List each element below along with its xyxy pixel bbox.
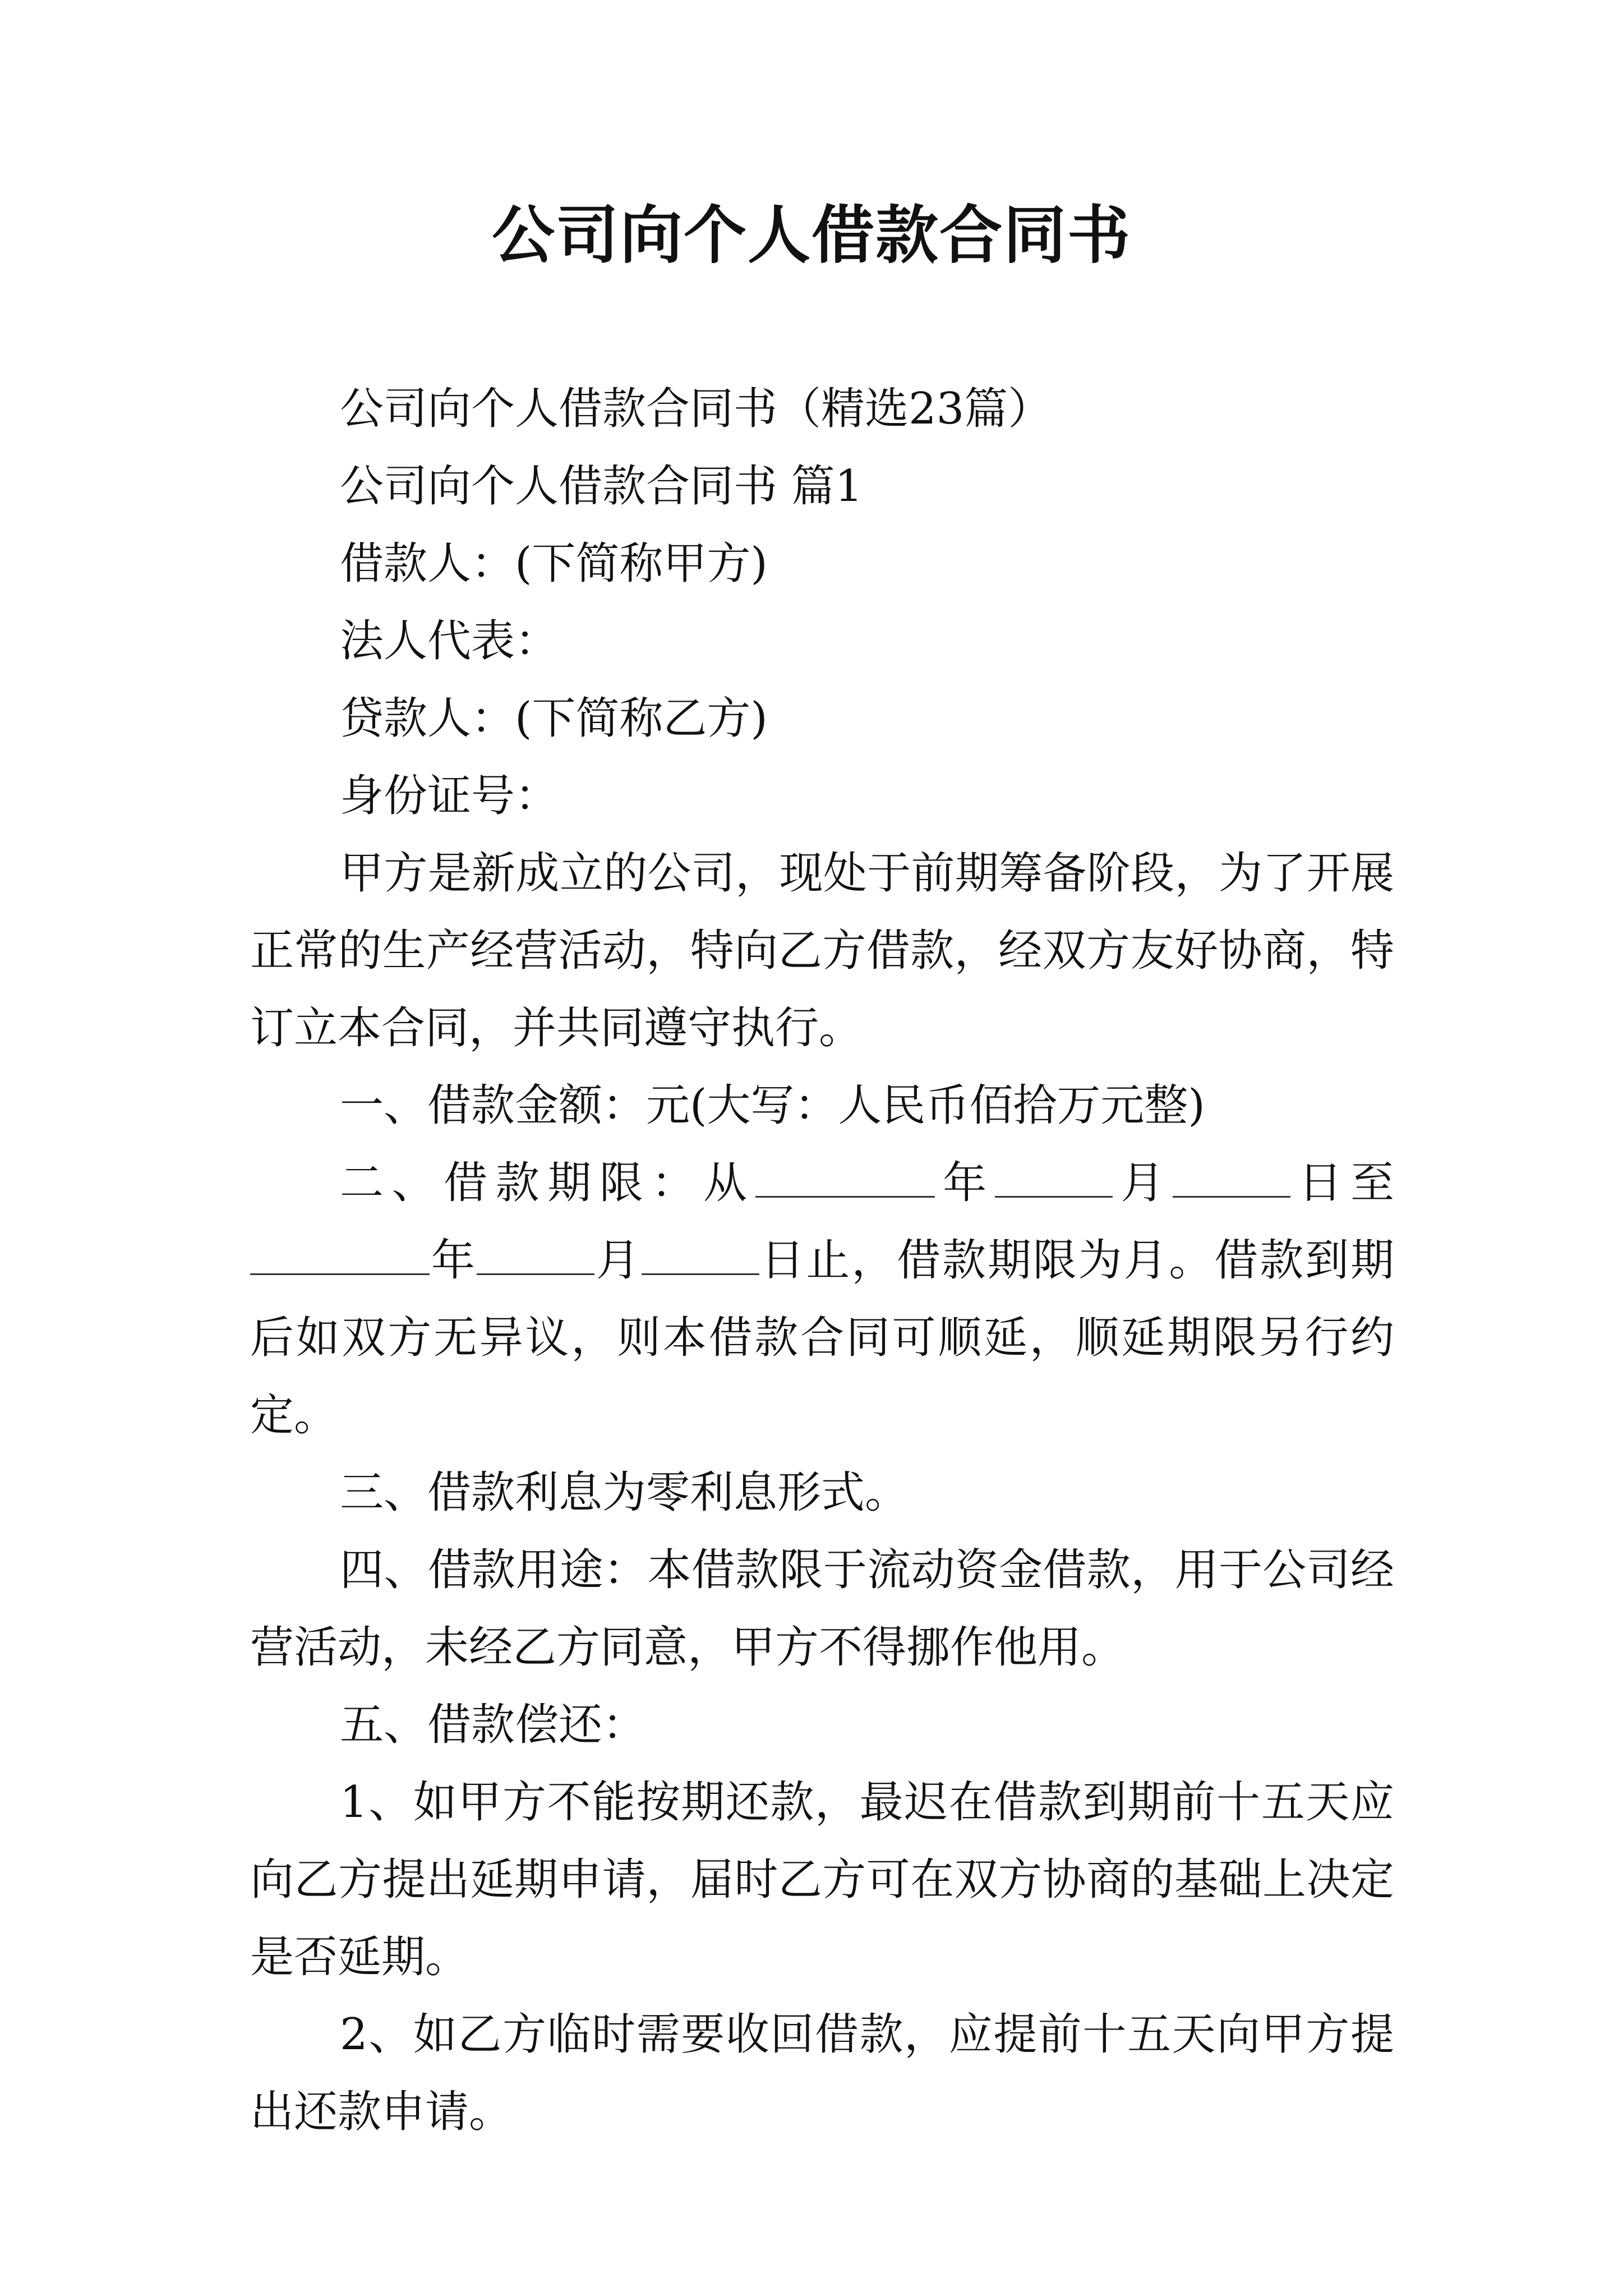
end-month-blank bbox=[477, 1234, 594, 1275]
term-end-month-label: 月 bbox=[594, 1235, 642, 1286]
term-day-to-label: 日至 bbox=[1290, 1158, 1394, 1208]
end-year-blank bbox=[250, 1234, 430, 1275]
term-month-label: 月 bbox=[1112, 1158, 1173, 1208]
start-month-blank bbox=[995, 1157, 1113, 1198]
repayment-item-1: 1、如甲方不能按期还款，最迟在借款到期前十五天应向乙方提出延期申请，届时乙方可在双方协商的基础上决定是否延期。 bbox=[250, 1777, 1394, 1982]
repayment-item-2: 2、如乙方临时需要收回借款，应提前十五天向甲方提出还款申请。 bbox=[250, 2009, 1394, 2137]
start-day-blank bbox=[1173, 1157, 1290, 1198]
start-year-blank bbox=[755, 1157, 935, 1198]
document-title: 公司向个人借款合同书 bbox=[492, 199, 1131, 272]
term-end-year-label: 年 bbox=[430, 1235, 477, 1286]
clause-interest: 三、借款利息为零利息形式。 bbox=[340, 1467, 909, 1518]
id-number-line: 身份证号： bbox=[340, 771, 559, 821]
term-end-text: 日止，借款期限为月。借款到期后如双方无异议，则本借款合同可顺延，顺延期限另行约定。 bbox=[250, 1235, 1394, 1441]
preamble-paragraph: 甲方是新成立的公司，现处于前期筹备阶段，为了开展正常的生产经营活动，特向乙方借款，经双方友好协商，特订立本合同，并共同遵守执行。 bbox=[250, 848, 1394, 1053]
term-year-label: 年 bbox=[934, 1158, 995, 1208]
legal-rep-line: 法人代表： bbox=[340, 616, 559, 666]
clause-repayment: 五、借款偿还： bbox=[340, 1700, 647, 1750]
borrower-line: 借款人：(下简称甲方) bbox=[340, 539, 768, 589]
subtitle-paragraph: 公司向个人借款合同书（精选23篇） bbox=[340, 384, 1052, 434]
end-day-blank bbox=[642, 1234, 759, 1275]
section-heading: 公司向个人借款合同书 篇1 bbox=[340, 461, 863, 512]
clause-purpose: 四、借款用途：本借款限于流动资金借款，用于公司经营活动，未经乙方同意，甲方不得挪作他用。 bbox=[250, 1545, 1394, 1673]
document-body bbox=[250, 370, 1394, 2151]
clause-amount: 一、借款金额：元(大写：人民币佰拾万元整) bbox=[340, 1080, 1205, 1131]
term-prefix: 二、借款期限：从 bbox=[340, 1158, 755, 1208]
lender-line: 贷款人：(下简称乙方) bbox=[340, 693, 768, 744]
clause-term bbox=[250, 1144, 1394, 1454]
